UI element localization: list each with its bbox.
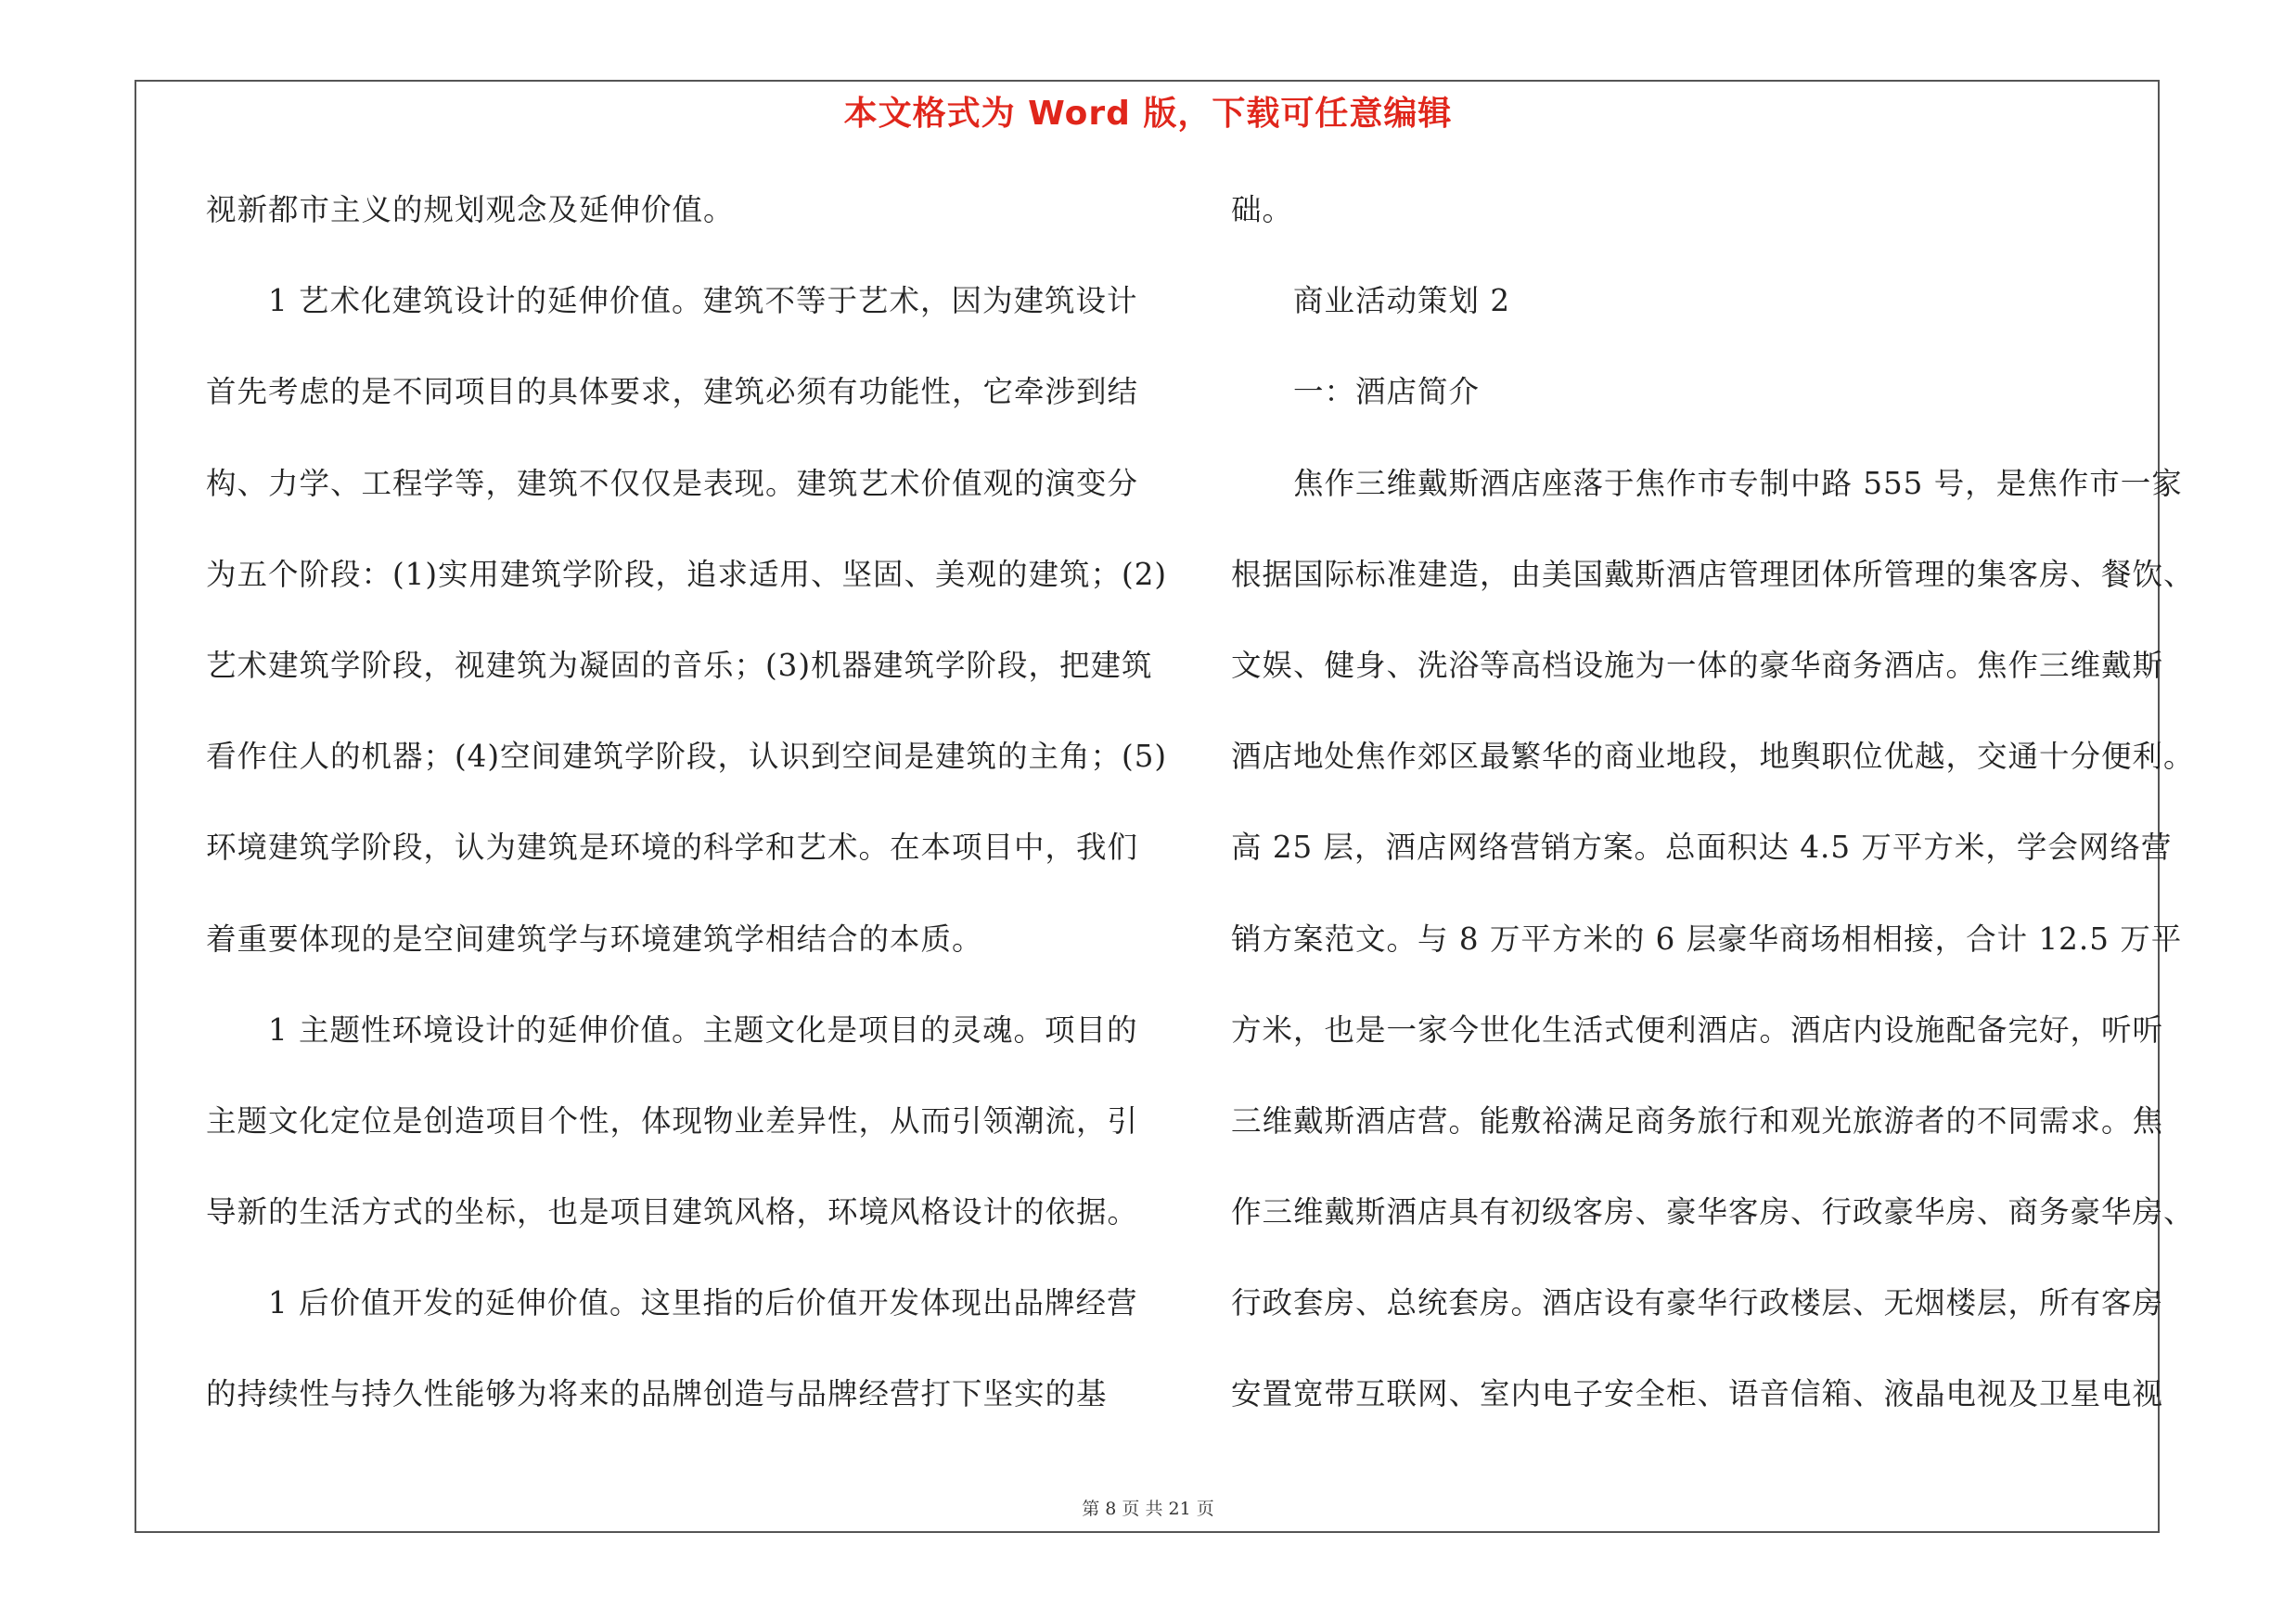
text-line: 1 后价值开发的延伸价值。这里指的后价值开发体现出品牌经营 <box>206 1285 1138 1321</box>
text-line: 着重要体现的是空间建筑学与环境建筑学相结合的本质。 <box>206 921 983 957</box>
page-number-footer: 第 8 页 共 21 页 <box>1082 1499 1214 1519</box>
text-line: 艺术建筑学阶段，视建筑为凝固的音乐；(3)机器建筑学阶段，把建筑 <box>206 647 1153 683</box>
document-header-title: 本文格式为 Word 版，下载可任意编辑 <box>843 95 1453 133</box>
text-line: 看作住人的机器；(4)空间建筑学阶段，认识到空间是建筑的主角；(5) <box>206 739 1168 775</box>
text-line: 行政套房、总统套房。酒店设有豪华行政楼层、无烟楼层，所有客房 <box>1231 1285 2164 1321</box>
text-line: 构、力学、工程学等，建筑不仅仅是表现。建筑艺术价值观的演变分 <box>206 465 1139 501</box>
text-line: 首先考虑的是不同项目的具体要求，建筑必须有功能性，它牵涉到结 <box>206 374 1139 410</box>
text-line: 础。 <box>1231 192 1294 227</box>
text-line: 视新都市主义的规划观念及延伸价值。 <box>206 192 735 227</box>
text-line: 三维戴斯酒店营。能敷裕满足商务旅行和观光旅游者的不同需求。焦 <box>1231 1102 2164 1139</box>
text-line: 环境建筑学阶段，认为建筑是环境的科学和艺术。在本项目中，我们 <box>206 830 1139 866</box>
text-line: 1 艺术化建筑设计的延伸价值。建筑不等于艺术，因为建筑设计 <box>206 283 1138 319</box>
text-line: 根据国际标准建造，由美国戴斯酒店管理团体所管理的集客房、餐饮、 <box>1231 556 2195 592</box>
text-line: 作三维戴斯酒店具有初级客房、豪华客房、行政豪华房、商务豪华房、 <box>1231 1194 2195 1230</box>
text-line: 为五个阶段：(1)实用建筑学阶段，追求适用、坚固、美观的建筑；(2) <box>206 556 1168 592</box>
text-line: 销方案范文。与 8 万平方米的 6 层豪华商场相相接，合计 12.5 万平 <box>1231 921 2183 957</box>
text-line: 导新的生活方式的坐标，也是项目建筑风格，环境风格设计的依据。 <box>206 1194 1139 1230</box>
text-line: 高 25 层，酒店网络营销方案。总面积达 4.5 万平方米，学会网络营 <box>1231 830 2173 866</box>
text-line: 的持续性与持久性能够为将来的品牌创造与品牌经营打下坚实的基 <box>206 1376 1108 1412</box>
text-line: 文娱、健身、洗浴等高档设施为一体的豪华商务酒店。焦作三维戴斯 <box>1231 647 2164 683</box>
right-text-column <box>1231 182 2195 1458</box>
left-text-column <box>206 182 1168 1458</box>
subsection-heading: 一：酒店简介 <box>1231 374 1481 410</box>
text-line: 安置宽带互联网、室内电子安全柜、语音信箱、液晶电视及卫星电视 <box>1231 1376 2164 1412</box>
text-line: 方米，也是一家今世化生活式便利酒店。酒店内设施配备完好，听听 <box>1231 1011 2164 1048</box>
text-line: 焦作三维戴斯酒店座落于焦作市专制中路 555 号，是焦作市一家 <box>1231 465 2183 501</box>
text-line: 1 主题性环境设计的延伸价值。主题文化是项目的灵魂。项目的 <box>206 1011 1138 1048</box>
text-line: 主题文化定位是创造项目个性，体现物业差异性，从而引领潮流，引 <box>206 1102 1139 1139</box>
section-heading: 商业活动策划 2 <box>1231 283 1511 319</box>
text-line: 酒店地处焦作郊区最繁华的商业地段，地舆职位优越，交通十分便利。 <box>1231 739 2195 775</box>
